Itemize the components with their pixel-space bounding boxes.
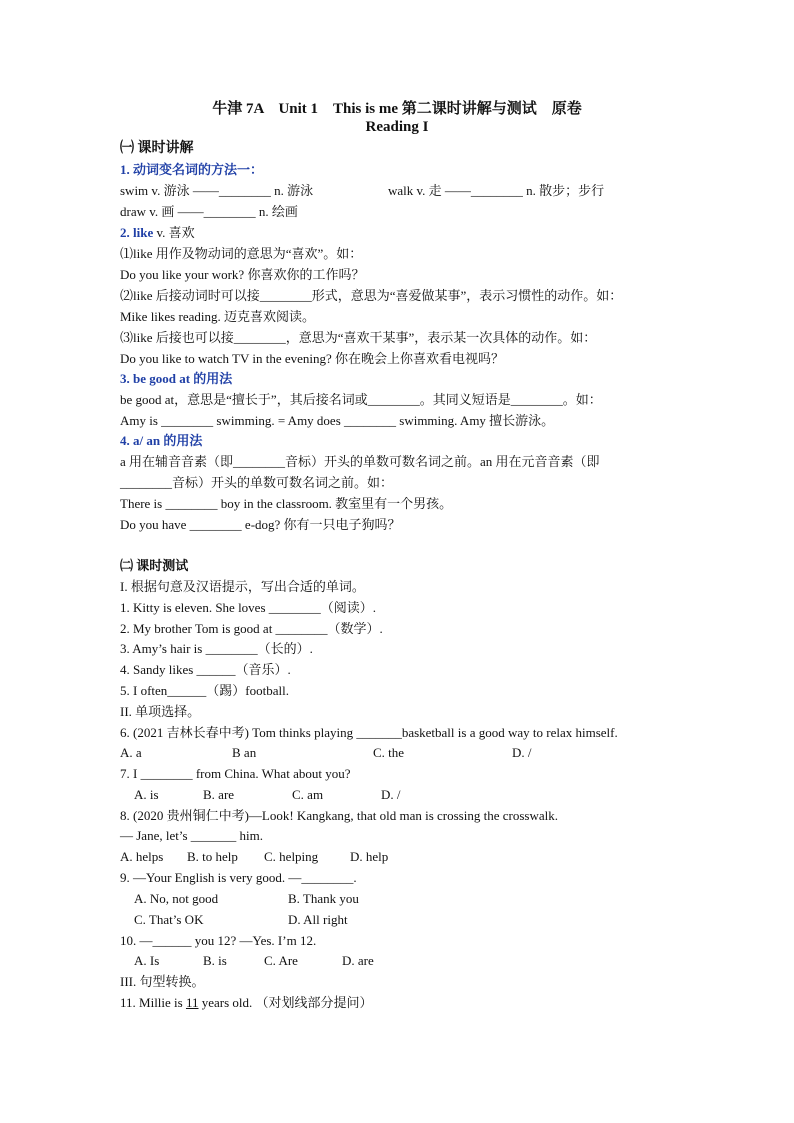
question-9: 9. —Your English is very good. —________. <box>120 870 357 885</box>
q10-option-d: D. are <box>342 953 374 968</box>
document-subtitle: Reading I <box>365 119 429 135</box>
like-example-2: Mike likes reading. 迈克喜欢阅读。 <box>120 309 315 324</box>
good-at-rule: be good at，意思是“擅长于”，其后接名词或________。其同义短语是________。如： <box>120 392 602 407</box>
q10-option-a: A. Is <box>134 953 160 968</box>
q6-option-d: D. / <box>512 745 532 760</box>
q9-option-a: A. No, not good <box>134 891 219 906</box>
like-example-3: Do you like to watch TV in the evening? 你在晚会上你喜欢看电视吗？ <box>120 351 505 366</box>
like-rule-1: ⑴like 用作及物动词的意思为“喜欢”。如： <box>120 246 363 261</box>
draw-line: draw v. 画 ——________ n. 绘画 <box>120 204 298 219</box>
good-at-example: Amy is ________ swimming. = Amy does ________ swimming. Amy 擅长游泳。 <box>120 413 555 428</box>
q7-option-c: C. am <box>292 787 324 802</box>
question-10: 10. —______ you 12? —Yes. I’m 12. <box>120 933 317 948</box>
q11-text-start: 11. Millie is <box>120 995 186 1010</box>
q8-option-a: A. helps <box>120 849 164 864</box>
section-4-title: 4. a/ an 的用法 <box>120 433 203 448</box>
q6-option-b: B an <box>232 745 257 760</box>
q7-option-b: B. are <box>203 787 235 802</box>
part-3-title: III. 句型转换。 <box>120 974 205 989</box>
question-6: 6. (2021 吉林长春中考) Tom thinks playing _______basketball is a good way to relax himself. <box>120 725 618 740</box>
part-2-title: II. 单项选择。 <box>120 704 201 719</box>
article-rule-1: a 用在辅音音素（即________音标）开头的单数可数名词之前。an 用在元音音素（即 <box>120 454 600 469</box>
document-title: 牛津 7A Unit 1 This is me 第二课时讲解与测试 原卷 <box>212 101 582 117</box>
q10-option-b: B. is <box>203 953 227 968</box>
like-rule-3: ⑶like 后接也可以接________，意思为“喜欢干某事”，表示某一次具体的动作。如： <box>120 330 597 345</box>
like-rule-2: ⑵like 后接动词时可以接________形式，意思为“喜爱做某事”，表示习惯性的动作。如： <box>120 288 623 303</box>
q7-option-d: D. / <box>381 787 401 802</box>
section-2-meaning: v. 喜欢 <box>153 225 195 240</box>
q9-option-d: D. All right <box>288 912 348 927</box>
swim-line: swim v. 游泳 ——________ n. 游泳 <box>120 183 314 198</box>
q9-option-c: C. That’s OK <box>134 912 204 927</box>
article-rule-2: ________音标）开头的单数可数名词之前。如： <box>120 475 394 490</box>
section-1-title: 1. 动词变名词的方法一： <box>120 162 264 177</box>
q6-option-a: A. a <box>120 745 142 760</box>
q8-option-d: D. help <box>350 849 389 864</box>
article-example-1: There is ________ boy in the classroom. 教室里有一个男孩。 <box>120 496 453 511</box>
section-2-word: 2. like <box>120 225 154 240</box>
question-2: 2. My brother Tom is good at ________（数学）. <box>120 621 383 636</box>
question-8: 8. (2020 贵州铜仁中考)—Look! Kangkang, that old man is crossing the crosswalk. <box>120 808 558 823</box>
q10-option-c: C. Are <box>264 953 298 968</box>
q11-underlined-part: 11 <box>185 995 199 1010</box>
question-3: 3. Amy’s hair is ________（长的）. <box>120 641 313 656</box>
lecture-heading: ㈠ 课时讲解 <box>120 141 194 156</box>
walk-line: walk v. 走 ——________ n. 散步；步行 <box>388 183 605 198</box>
article-example-2: Do you have ________ e-dog? 你有一只电子狗吗？ <box>120 517 401 532</box>
section-2-title <box>120 224 195 242</box>
question-8-reply: — Jane, let’s _______ him. <box>120 828 263 843</box>
question-1: 1. Kitty is eleven. She loves ________（阅读）. <box>120 600 377 615</box>
test-heading: ㈡ 课时测试 <box>120 558 189 573</box>
like-example-1: Do you like your work? 你喜欢你的工作吗？ <box>120 267 365 282</box>
question-4: 4. Sandy likes ______（音乐）. <box>120 662 291 677</box>
q7-option-a: A. is <box>134 787 159 802</box>
question-7: 7. I ________ from China. What about you? <box>120 766 351 781</box>
question-5: 5. I often______（踢）football. <box>120 683 289 698</box>
q6-option-c: C. the <box>373 745 405 760</box>
section-3-title: 3. be good at 的用法 <box>120 371 233 386</box>
q8-option-b: B. to help <box>187 849 238 864</box>
q11-text-end: years old. （对划线部分提问） <box>198 995 373 1010</box>
question-11 <box>120 994 373 1012</box>
q8-option-c: C. helping <box>264 849 319 864</box>
q9-option-b: B. Thank you <box>288 891 359 906</box>
part-1-title: I. 根据句意及汉语提示，写出合适的单词。 <box>120 579 365 594</box>
